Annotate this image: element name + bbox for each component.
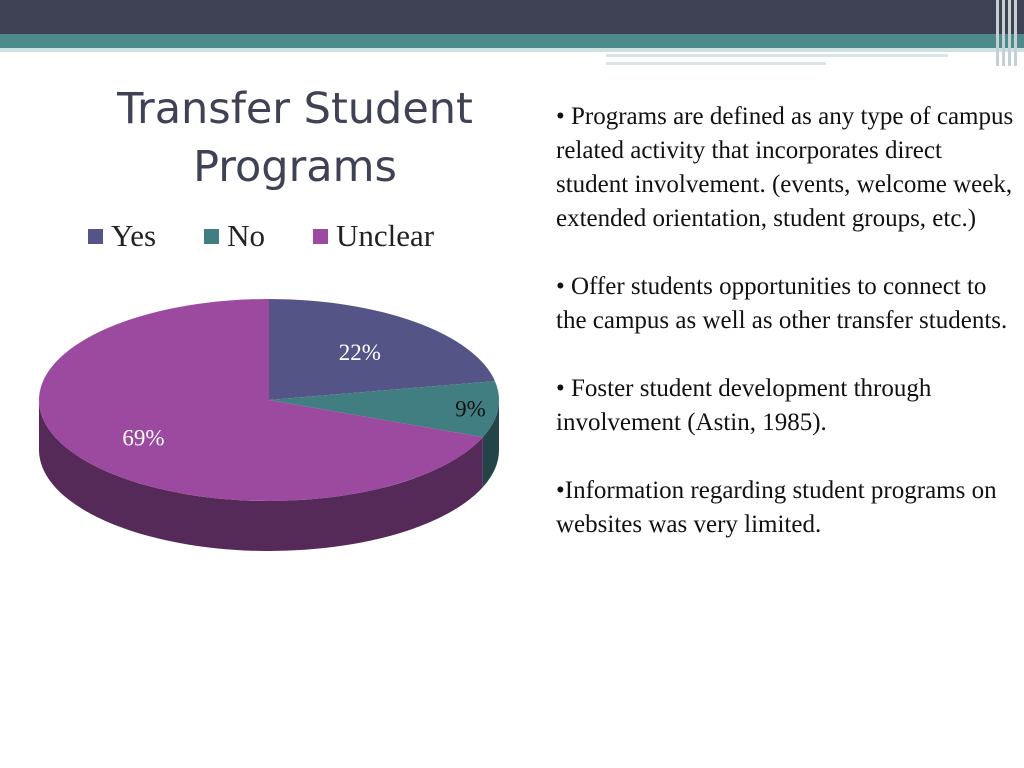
legend-label-yes: Yes [111, 218, 157, 253]
legend-swatch-yes [88, 229, 103, 244]
pie-chart [20, 280, 520, 590]
pie-chart-svg [20, 280, 520, 590]
accent-line [606, 54, 948, 57]
legend-label-no: No [227, 218, 265, 253]
data-label-unclear: 69% [122, 425, 165, 451]
slide-title: Transfer Student Programs [117, 84, 473, 192]
data-label-no: 9% [455, 396, 486, 422]
chart-legend [88, 218, 434, 254]
corner-decoration [992, 0, 1024, 66]
top-banner [0, 0, 1024, 34]
teal-stripe [0, 34, 1024, 48]
bullet-item: • Offer students opportunities to connect to the campus as well as other transfer students. [556, 273, 1008, 334]
legend-item-unclear [313, 218, 434, 254]
bullet-item: • Programs are defined as any type of campus related activity that incorporates direct student involvement. (events, welcome week, extended orientation, student groups, etc.) [556, 103, 1014, 232]
legend-swatch-unclear [313, 229, 328, 244]
accent-line [606, 62, 826, 65]
legend-item-no [204, 218, 265, 254]
legend-item-yes [88, 218, 156, 254]
bullet-item: • Foster student development through involvement (Astin, 1985). [556, 375, 932, 436]
bullet-item: •Information regarding student programs on websites was very limited. [556, 477, 997, 538]
data-label-yes: 22% [338, 339, 381, 365]
light-stripe [0, 48, 1024, 52]
bullet-list [556, 100, 1018, 576]
legend-label-unclear: Unclear [336, 218, 435, 253]
legend-swatch-no [204, 229, 219, 244]
